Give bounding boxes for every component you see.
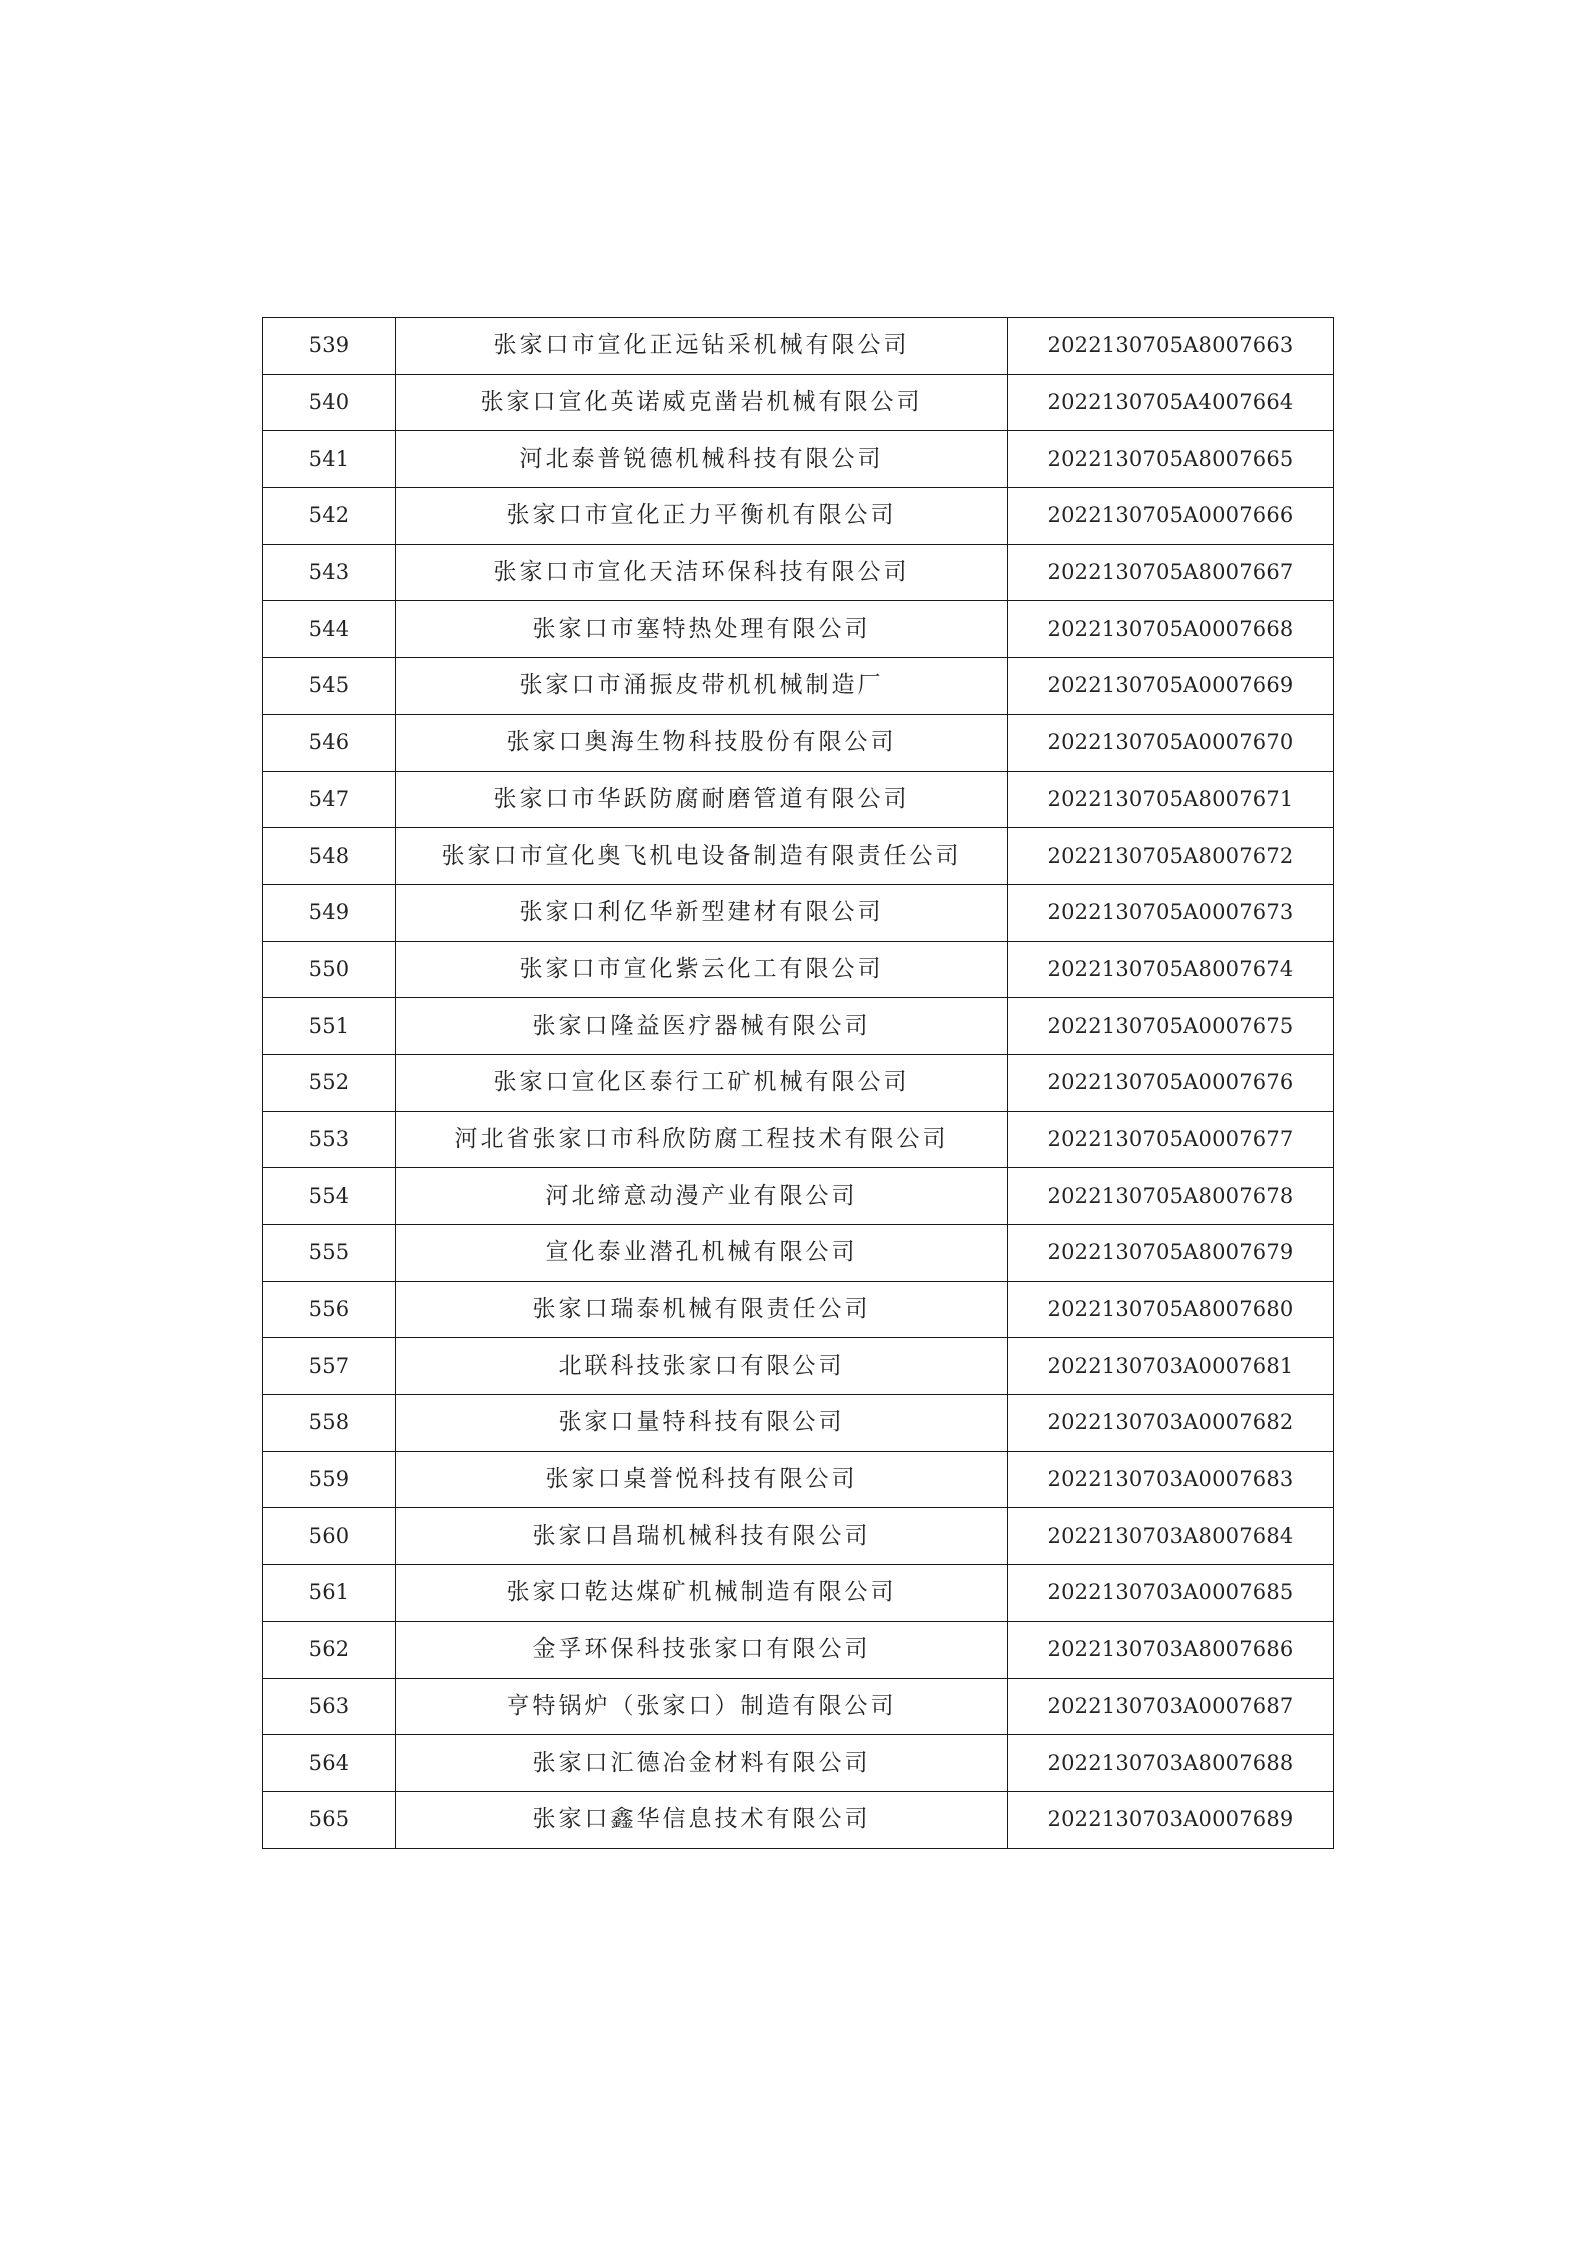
table-row <box>263 1678 1334 1735</box>
registration-code-cell: 2022130705A0007673 <box>1008 884 1334 941</box>
row-number-cell: 541 <box>263 431 396 488</box>
company-name-cell: 河北泰普锐德机械科技有限公司 <box>396 431 1008 488</box>
table-row <box>263 1395 1334 1452</box>
company-name-cell: 张家口市宣化正力平衡机有限公司 <box>396 488 1008 545</box>
table-row <box>263 488 1334 545</box>
registration-code-cell: 2022130705A8007680 <box>1008 1281 1334 1338</box>
row-number-cell: 553 <box>263 1111 396 1168</box>
registration-code-cell: 2022130703A8007684 <box>1008 1508 1334 1565</box>
registration-code-cell: 2022130705A8007678 <box>1008 1168 1334 1225</box>
company-name-cell: 金孚环保科技张家口有限公司 <box>396 1621 1008 1678</box>
registration-code-cell: 2022130705A8007672 <box>1008 828 1334 885</box>
row-number-cell: 549 <box>263 884 396 941</box>
registration-code-cell: 2022130703A0007682 <box>1008 1395 1334 1452</box>
table-row <box>263 1791 1334 1848</box>
registration-code-cell: 2022130703A8007688 <box>1008 1735 1334 1792</box>
row-number-cell: 539 <box>263 318 396 375</box>
table-row <box>263 828 1334 885</box>
company-registry-table <box>262 317 1334 1849</box>
registration-code-cell: 2022130705A0007668 <box>1008 601 1334 658</box>
row-number-cell: 555 <box>263 1225 396 1282</box>
company-name-cell: 张家口瑞泰机械有限责任公司 <box>396 1281 1008 1338</box>
company-name-cell: 张家口利亿华新型建材有限公司 <box>396 884 1008 941</box>
row-number-cell: 558 <box>263 1395 396 1452</box>
registration-code-cell: 2022130705A0007670 <box>1008 714 1334 771</box>
row-number-cell: 546 <box>263 714 396 771</box>
row-number-cell: 564 <box>263 1735 396 1792</box>
registration-code-cell: 2022130705A0007675 <box>1008 998 1334 1055</box>
registration-code-cell: 2022130705A8007663 <box>1008 318 1334 375</box>
row-number-cell: 548 <box>263 828 396 885</box>
registration-code-cell: 2022130705A4007664 <box>1008 374 1334 431</box>
company-name-cell: 张家口市宣化紫云化工有限公司 <box>396 941 1008 998</box>
table-row <box>263 1508 1334 1565</box>
registration-code-cell: 2022130705A0007676 <box>1008 1054 1334 1111</box>
table-row <box>263 1451 1334 1508</box>
company-name-cell: 河北缔意动漫产业有限公司 <box>396 1168 1008 1225</box>
company-name-cell: 张家口昌瑞机械科技有限公司 <box>396 1508 1008 1565</box>
row-number-cell: 542 <box>263 488 396 545</box>
row-number-cell: 561 <box>263 1565 396 1622</box>
registration-code-cell: 2022130705A0007669 <box>1008 658 1334 715</box>
company-name-cell: 张家口市塞特热处理有限公司 <box>396 601 1008 658</box>
table-row <box>263 884 1334 941</box>
company-name-cell: 张家口宣化区泰行工矿机械有限公司 <box>396 1054 1008 1111</box>
table-row <box>263 1281 1334 1338</box>
table-row <box>263 998 1334 1055</box>
row-number-cell: 543 <box>263 544 396 601</box>
table-row <box>263 1111 1334 1168</box>
registration-code-cell: 2022130703A0007689 <box>1008 1791 1334 1848</box>
registry-table-body <box>263 318 1334 1849</box>
table-row <box>263 658 1334 715</box>
company-name-cell: 张家口市涌振皮带机机械制造厂 <box>396 658 1008 715</box>
registration-code-cell: 2022130705A8007671 <box>1008 771 1334 828</box>
registration-code-cell: 2022130705A0007677 <box>1008 1111 1334 1168</box>
table-row <box>263 1565 1334 1622</box>
registration-code-cell: 2022130703A0007681 <box>1008 1338 1334 1395</box>
company-name-cell: 张家口汇德冶金材料有限公司 <box>396 1735 1008 1792</box>
registration-code-cell: 2022130703A0007683 <box>1008 1451 1334 1508</box>
company-name-cell: 张家口鑫华信息技术有限公司 <box>396 1791 1008 1848</box>
row-number-cell: 540 <box>263 374 396 431</box>
table-row <box>263 601 1334 658</box>
table-row <box>263 941 1334 998</box>
row-number-cell: 550 <box>263 941 396 998</box>
table-row <box>263 714 1334 771</box>
company-name-cell: 宣化泰业潜孔机械有限公司 <box>396 1225 1008 1282</box>
company-name-cell: 北联科技张家口有限公司 <box>396 1338 1008 1395</box>
company-name-cell: 张家口市宣化正远钻采机械有限公司 <box>396 318 1008 375</box>
table-row <box>263 318 1334 375</box>
table-row <box>263 431 1334 488</box>
row-number-cell: 563 <box>263 1678 396 1735</box>
row-number-cell: 559 <box>263 1451 396 1508</box>
row-number-cell: 544 <box>263 601 396 658</box>
table-row <box>263 1621 1334 1678</box>
row-number-cell: 551 <box>263 998 396 1055</box>
company-name-cell: 张家口市宣化天洁环保科技有限公司 <box>396 544 1008 601</box>
registration-code-cell: 2022130703A0007685 <box>1008 1565 1334 1622</box>
registration-code-cell: 2022130705A8007665 <box>1008 431 1334 488</box>
company-name-cell: 张家口奥海生物科技股份有限公司 <box>396 714 1008 771</box>
registration-code-cell: 2022130705A0007666 <box>1008 488 1334 545</box>
table-row <box>263 1735 1334 1792</box>
company-name-cell: 河北省张家口市科欣防腐工程技术有限公司 <box>396 1111 1008 1168</box>
table-row <box>263 1054 1334 1111</box>
company-name-cell: 张家口市宣化奥飞机电设备制造有限责任公司 <box>396 828 1008 885</box>
registration-code-cell: 2022130705A8007674 <box>1008 941 1334 998</box>
company-name-cell: 张家口量特科技有限公司 <box>396 1395 1008 1452</box>
row-number-cell: 554 <box>263 1168 396 1225</box>
company-name-cell: 张家口乾达煤矿机械制造有限公司 <box>396 1565 1008 1622</box>
registration-code-cell: 2022130705A8007667 <box>1008 544 1334 601</box>
table-row <box>263 544 1334 601</box>
table-row <box>263 771 1334 828</box>
row-number-cell: 565 <box>263 1791 396 1848</box>
registration-code-cell: 2022130703A8007686 <box>1008 1621 1334 1678</box>
row-number-cell: 557 <box>263 1338 396 1395</box>
company-name-cell: 亨特锅炉（张家口）制造有限公司 <box>396 1678 1008 1735</box>
table-row <box>263 1168 1334 1225</box>
table-row <box>263 374 1334 431</box>
registration-code-cell: 2022130703A0007687 <box>1008 1678 1334 1735</box>
row-number-cell: 562 <box>263 1621 396 1678</box>
registration-code-cell: 2022130705A8007679 <box>1008 1225 1334 1282</box>
company-name-cell: 张家口市华跃防腐耐磨管道有限公司 <box>396 771 1008 828</box>
company-name-cell: 张家口宣化英诺威克凿岩机械有限公司 <box>396 374 1008 431</box>
table-row <box>263 1338 1334 1395</box>
row-number-cell: 552 <box>263 1054 396 1111</box>
row-number-cell: 547 <box>263 771 396 828</box>
row-number-cell: 556 <box>263 1281 396 1338</box>
row-number-cell: 545 <box>263 658 396 715</box>
company-name-cell: 张家口桌誉悦科技有限公司 <box>396 1451 1008 1508</box>
row-number-cell: 560 <box>263 1508 396 1565</box>
company-name-cell: 张家口隆益医疗器械有限公司 <box>396 998 1008 1055</box>
table-row <box>263 1225 1334 1282</box>
